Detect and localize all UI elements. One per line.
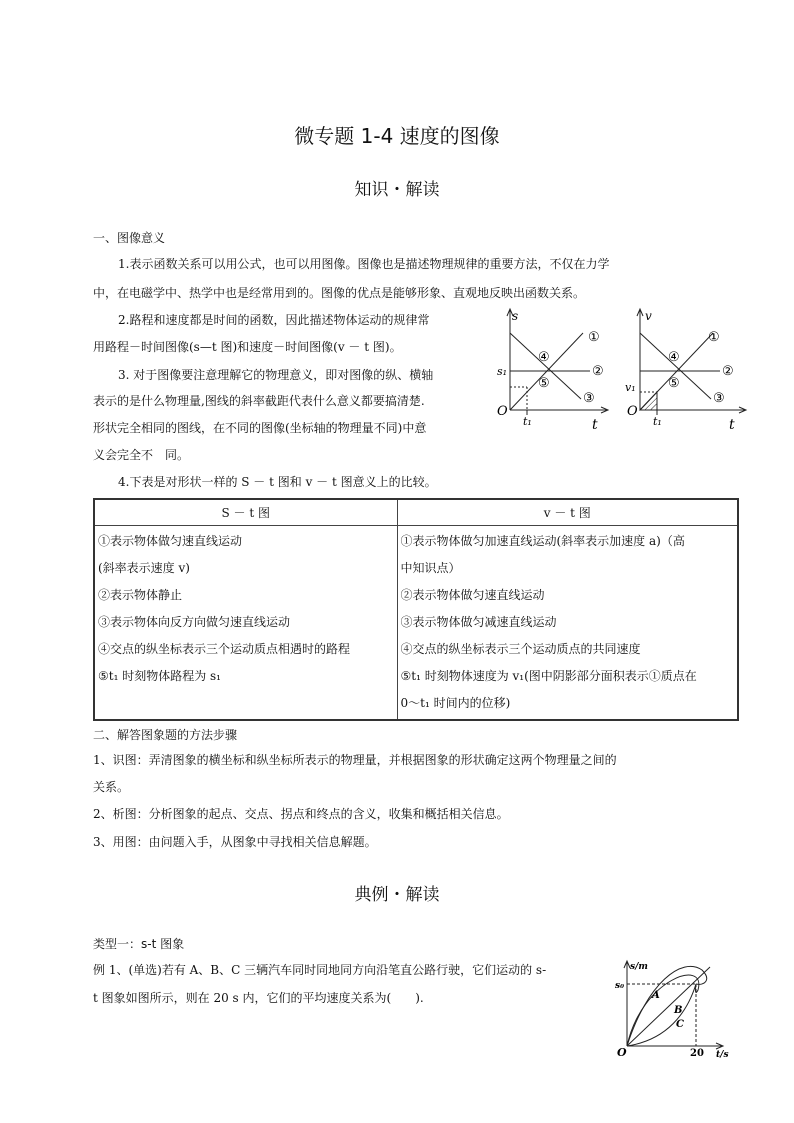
vt-row-6: ⑤t₁ 时刻物体速度为 v₁(图中阴影部分面积表示①质点在 [400,668,697,683]
para-4: 4.下表是对形状一样的 S － t 图和 v － t 图意义上的比较。 [118,475,437,489]
vt-row-5: ④交点的纵坐标表示三个运动质点的共同速度 [400,641,641,656]
st-label-3: ③ [583,391,595,406]
vt-row-7: 0～t₁ 时间内的位移) [400,695,511,710]
section-heading-examples: 典例・解读 [354,885,440,905]
vt-marker-x: t₁ [653,415,662,428]
section-heading-knowledge: 知识・解读 [354,180,440,200]
para-3-line-4: 义会完全不 同。 [93,448,190,462]
ex-label-a: A [652,990,660,1001]
para-3-line-3: 形状完全相同的图线，在不同的图像(坐标轴的物理量不同)中意 [93,421,427,435]
comparison-table [93,498,739,721]
st-xlabel: t [592,417,598,430]
table-header-vt: v － t 图 [397,499,738,525]
vt-label-1: ① [708,330,720,345]
vt-marker-y: v₁ [625,381,636,394]
example-graph [612,958,737,1060]
para-3-line-1: 3. 对于图像要注意理解它的物理意义，即对图像的纵、横轴 [118,368,434,382]
para-3-line-2: 表示的是什么物理量,图线的斜率截距代表什么意义都要搞清楚. [93,394,425,408]
table-header-row [94,499,738,525]
heading-steps: 二、解答图象题的方法步骤 [93,728,238,742]
ex-marker-y: s₀ [615,981,625,991]
vt-row-4: ③表示物体做匀减速直线运动 [400,614,557,629]
ex-origin: O [617,1046,627,1059]
st-label-1: ① [588,330,600,345]
vt-row-2: 中知识点） [400,560,461,575]
vt-row-1: ①表示物体做匀加速直线运动(斜率表示加速度 a)（高 [400,533,685,548]
vt-graph [625,305,755,430]
ex-label-c: C [676,1019,684,1030]
vt-origin: O [627,404,638,419]
ex-marker-x: 20 [690,1048,704,1059]
table-header-st: S － t 图 [94,499,397,525]
st-row-5: ④交点的纵坐标表示三个运动质点相遇时的路程 [98,641,351,656]
ex-curve-b [627,967,710,1046]
vt-xlabel: t [729,417,735,430]
vt-label-2: ② [722,364,734,379]
st-label-5: ⑤ [538,376,550,391]
vt-label-3: ③ [713,391,725,406]
ex-xlabel: t/s [716,1050,729,1060]
example-type-label: 类型一：s-t 图象 [93,937,185,951]
st-graph [495,305,615,430]
step-2: 2、析图：分析图象的起点、交点、拐点和终点的含义，收集和概括相关信息。 [93,807,509,821]
step-3: 3、用图：由问题入手，从图象中寻找相关信息解题。 [93,835,377,849]
step-1-line-1: 1、识图：弄清图象的横坐标和纵坐标所表示的物理量，并根据图象的形状确定这两个物理量之间的 [93,753,617,767]
page-title: 微专题 1-4 速度的图像 [294,124,500,148]
ex-ylabel: s/m [630,962,648,972]
vt-row-3: ②表示物体做匀速直线运动 [400,587,545,602]
st-marker-y: s₁ [497,365,508,378]
st-row-2: (斜率表示速度 v) [98,560,190,575]
st-row-1: ①表示物体做匀速直线运动 [98,533,243,548]
example-1-line-2: t 图象如图所示，则在 20 s 内，它们的平均速度关系为( ). [93,991,424,1005]
table-cell-st [94,525,397,720]
heading-image-meaning: 一、图像意义 [93,231,166,245]
st-label-4: ④ [538,350,550,365]
para-1-line-2: 中，在电磁学中、热学中也是经常用到的。图像的优点是能够形象、直观地反映出函数关系。 [93,286,586,300]
table-cell-vt [397,525,738,720]
st-label-2: ② [592,364,604,379]
ex-label-b: B [674,1005,683,1016]
st-row-3: ②表示物体静止 [98,587,183,602]
para-2-line-2: 用路程－时间图像(s—t 图)和速度－时间图像(v － t 图)。 [93,340,402,354]
para-2-line-1: 2.路程和速度都是时间的函数，因此描述物体运动的规律常 [118,313,430,327]
vt-ylabel: v [645,309,652,323]
st-row-6: ⑤t₁ 时刻物体路程为 s₁ [98,668,221,683]
para-1-line-1: 1.表示函数关系可以用公式，也可以用图像。图像也是描述物理规律的重要方法，不仅在力学 [118,257,610,271]
st-marker-x: t₁ [523,415,532,428]
vt-label-5: ⑤ [668,376,680,391]
step-1-line-2: 关系。 [93,780,130,794]
st-origin: O [497,404,508,419]
vt-label-4: ④ [668,350,680,365]
st-ylabel: s [512,309,519,323]
example-1-line-1: 例 1、(单选)若有 A、B、C 三辆汽车同时同地同方向沿笔直公路行驶，它们运动的 s- [93,963,547,977]
st-row-4: ③表示物体向反方向做匀速直线运动 [98,614,291,629]
table-body-row [94,525,738,720]
